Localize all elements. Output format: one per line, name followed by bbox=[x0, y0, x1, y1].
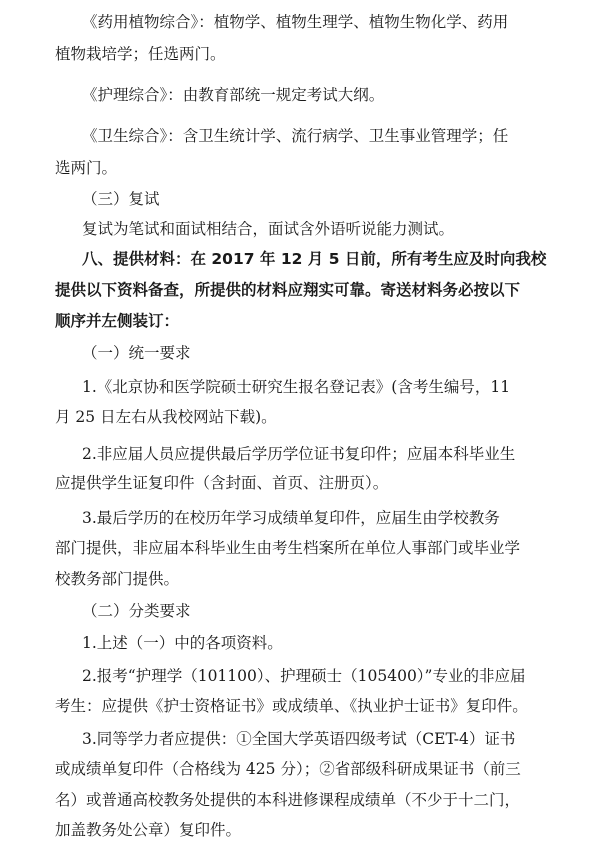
text-line-4: 《卫生综合》：含卫生统计学、流行病学、卫生事业管理学；任 bbox=[82, 127, 509, 145]
text-line-21: 2.报考“护理学（101100）、护理硕士（105400）”专业的非应届 bbox=[82, 667, 526, 685]
text-line-22: 考生：应提供《护士资格证书》或成绩单、《执业护士证书》复印件。 bbox=[55, 697, 528, 715]
text-line-15: 应提供学生证复印件（含封面、首页、注册页）。 bbox=[55, 474, 389, 492]
text-line-13: 月 25 日左右从我校网站下载)。 bbox=[55, 408, 277, 426]
text-line-25: 名）或普通高校教务处提供的本科进修课程成绩单（不少于十二门， bbox=[55, 791, 521, 809]
subsection-heading-category: （二）分类要求 bbox=[82, 602, 191, 620]
text-line-12: 1.《北京协和医学院硕士研究生报名登记表》(含考生编号，11 bbox=[82, 378, 511, 396]
section-heading-materials: 八、提供材料：在 2017 年 12 月 5 日前，所有考生应及时向我校 bbox=[82, 250, 547, 268]
text-line-24: 或成绩单复印件（合格线为 425 分）；②省部级科研成果证书（前三 bbox=[55, 760, 521, 778]
text-line-18: 校教务部门提供。 bbox=[55, 570, 180, 588]
text-line-5: 选两门。 bbox=[55, 159, 118, 177]
text-line-17: 部门提供，非应届本科毕业生由考生档案所在单位人事部门或毕业学 bbox=[55, 539, 521, 557]
text-line-2: 植物栽培学；任选两门。 bbox=[55, 45, 226, 63]
section-heading-retest: （三）复试 bbox=[82, 190, 160, 208]
subsection-heading-unified: （一）统一要求 bbox=[82, 344, 191, 362]
text-line-23: 3.同等学力者应提供：①全国大学英语四级考试（CET-4）证书 bbox=[82, 730, 516, 748]
text-line-3: 《护理综合》：由教育部统一规定考试大纲。 bbox=[82, 86, 385, 104]
text-line-16: 3.最后学历的在校历年学习成绩单复印件，应届生由学校教务 bbox=[82, 509, 500, 527]
text-line-10: 顺序并左侧装订： bbox=[55, 312, 180, 330]
text-line-7: 复试为笔试和面试相结合，面试含外语听说能力测试。 bbox=[82, 220, 455, 238]
text-line-9: 提供以下资料备查，所提供的材料应翔实可靠。寄送材料务必按以下 bbox=[55, 281, 521, 299]
text-line-1: 《药用植物综合》：植物学、植物生理学、植物生物化学、药用 bbox=[82, 13, 509, 31]
text-line-14: 2.非应届人员应提供最后学历学位证书复印件；应届本科毕业生 bbox=[82, 445, 516, 463]
text-line-20: 1.上述（一）中的各项资料。 bbox=[82, 634, 283, 652]
text-line-26: 加盖教务处公章）复印件。 bbox=[55, 821, 242, 839]
